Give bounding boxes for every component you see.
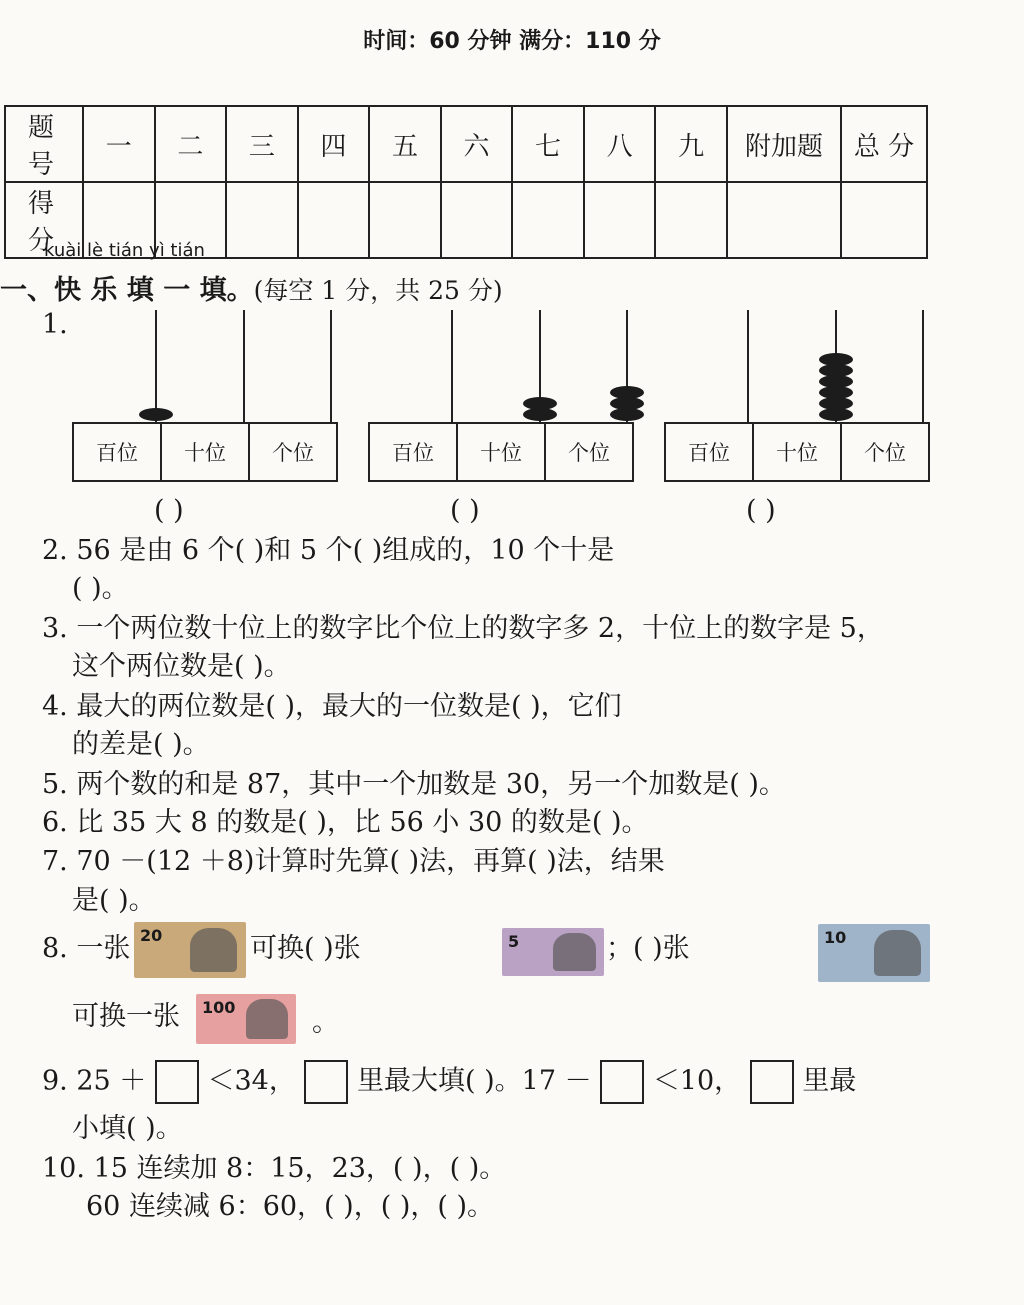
banknote-value: 100 bbox=[202, 998, 236, 1017]
abacus-bead bbox=[523, 397, 557, 410]
abacus-place-value-box bbox=[72, 422, 338, 482]
banknote-100-image bbox=[196, 994, 296, 1044]
abacus-column-label: 个位 bbox=[272, 441, 314, 465]
score-cell: 七 bbox=[512, 106, 584, 182]
question-10-cont: 60 连续减 6：60，( )，( )，( )。 bbox=[86, 1191, 495, 1222]
score-cell: 八 bbox=[584, 106, 656, 182]
abacus-place-value-box bbox=[368, 422, 634, 482]
score-cell: 五 bbox=[369, 106, 441, 182]
question-9-cont: 小填( )。 bbox=[72, 1113, 183, 1144]
abacus-column-label: 百位 bbox=[666, 424, 754, 480]
score-input-cell[interactable] bbox=[298, 182, 370, 258]
score-table-header-row bbox=[5, 106, 927, 182]
banknote-5-image bbox=[502, 928, 604, 976]
abacus-column-label: 个位 bbox=[568, 441, 610, 465]
abacus-column-label: 十位 bbox=[754, 424, 842, 480]
score-table bbox=[4, 105, 928, 259]
banknote-value: 20 bbox=[140, 926, 163, 945]
question-9-part5: 里最 bbox=[802, 1065, 857, 1097]
section-title-text: 一、快 乐 填 一 填。 bbox=[0, 275, 254, 306]
score-cell: 九 bbox=[655, 106, 727, 182]
section-note: (每空 1 分，共 25 分) bbox=[253, 276, 503, 305]
abacus-column-label: 百位 bbox=[74, 424, 162, 480]
score-cell: 二 bbox=[155, 106, 227, 182]
score-input-cell[interactable] bbox=[441, 182, 513, 258]
score-input-cell[interactable] bbox=[727, 182, 841, 258]
score-cell: 附加题 bbox=[727, 106, 841, 182]
banknote-10-image bbox=[818, 924, 930, 982]
score-input-cell[interactable] bbox=[655, 182, 727, 258]
answer-box[interactable] bbox=[155, 1060, 199, 1104]
exam-header: 时间：60 分钟 满分：110 分 bbox=[363, 29, 661, 54]
score-input-cell[interactable] bbox=[841, 182, 927, 258]
answer-box[interactable] bbox=[304, 1060, 348, 1104]
abacus-place-value-box bbox=[664, 422, 930, 482]
score-input-cell[interactable] bbox=[226, 182, 298, 258]
question-6: 6. 比 35 大 8 的数是( )，比 56 小 30 的数是( )。 bbox=[42, 807, 649, 838]
abacus-bead bbox=[610, 386, 644, 399]
question-3: 3. 一个两位数十位上的数字比个位上的数字多 2，十位上的数字是 5， bbox=[42, 613, 884, 644]
abacus-answer-blank[interactable]: ( ) bbox=[746, 495, 776, 526]
score-cell: 总 分 bbox=[841, 106, 927, 182]
abacus-rod bbox=[330, 310, 332, 422]
question-9-part4: ＜10， bbox=[652, 1065, 742, 1097]
banknote-value: 10 bbox=[824, 928, 847, 947]
abacus-rod bbox=[922, 310, 924, 422]
abacus-column-label: 十位 bbox=[458, 424, 546, 480]
question-3-cont: 这个两位数是( )。 bbox=[72, 651, 291, 682]
pinyin-annotation: kuài lè tián yì tián bbox=[44, 240, 205, 261]
question-8-part3: ；( )张 bbox=[606, 933, 690, 964]
score-cell: 四 bbox=[298, 106, 370, 182]
abacus-rod bbox=[747, 310, 749, 422]
question-9-part3: 里最大填( )。17 － bbox=[357, 1065, 592, 1097]
question-2: 2. 56 是由 6 个( )和 5 个( )组成的，10 个十是 bbox=[42, 535, 615, 566]
question-9 bbox=[42, 1060, 856, 1104]
question-9-part2: ＜34， bbox=[207, 1065, 296, 1097]
score-input-cell[interactable] bbox=[512, 182, 584, 258]
question-2-cont: ( )。 bbox=[72, 573, 129, 604]
answer-box[interactable] bbox=[750, 1060, 794, 1104]
abacus-column-label: 十位 bbox=[162, 424, 250, 480]
section-title bbox=[0, 268, 503, 307]
question-5: 5. 两个数的和是 87，其中一个加数是 30，另一个加数是( )。 bbox=[42, 769, 786, 800]
question-10: 10. 15 连续加 8：15，23，( )，( )。 bbox=[42, 1153, 507, 1184]
abacus-rod bbox=[243, 310, 245, 422]
abacus-answer-blank[interactable]: ( ) bbox=[154, 495, 184, 526]
score-cell: 三 bbox=[226, 106, 298, 182]
question-7: 7. 70 －(12 ＋8)计算时先算( )法，再算( )法，结果 bbox=[42, 846, 665, 877]
abacus-bead bbox=[139, 408, 173, 421]
question-8b-part2: 。 bbox=[312, 1007, 339, 1038]
abacus-answer-blank[interactable]: ( ) bbox=[450, 495, 480, 526]
score-input-cell[interactable] bbox=[369, 182, 441, 258]
question-4-cont: 的差是( )。 bbox=[72, 729, 210, 760]
abacus-bead bbox=[819, 353, 853, 366]
abacus-rod bbox=[451, 310, 453, 422]
abacus-column-label: 百位 bbox=[370, 424, 458, 480]
question-1-label: 1. bbox=[42, 309, 68, 340]
question-8-part2: 可换( )张 bbox=[250, 933, 361, 964]
score-cell: 六 bbox=[441, 106, 513, 182]
banknote-value: 5 bbox=[508, 932, 520, 951]
score-input-cell[interactable] bbox=[584, 182, 656, 258]
question-4: 4. 最大的两位数是( )，最大的一位数是( )，它们 bbox=[42, 691, 622, 722]
question-7-cont: 是( )。 bbox=[72, 885, 156, 916]
abacus-rod bbox=[155, 310, 157, 422]
question-8-part1: 8. 一张 bbox=[42, 933, 131, 964]
question-8b-part1: 可换一张 bbox=[72, 1001, 180, 1032]
question-9-part1: 9. 25 ＋ bbox=[42, 1065, 147, 1097]
abacus-column-label: 个位 bbox=[864, 441, 906, 465]
score-row-label: 得 分 bbox=[5, 182, 83, 258]
score-cell: 题 号 bbox=[5, 106, 83, 182]
banknote-20-image bbox=[134, 922, 246, 978]
score-cell: 一 bbox=[83, 106, 155, 182]
answer-box[interactable] bbox=[600, 1060, 644, 1104]
